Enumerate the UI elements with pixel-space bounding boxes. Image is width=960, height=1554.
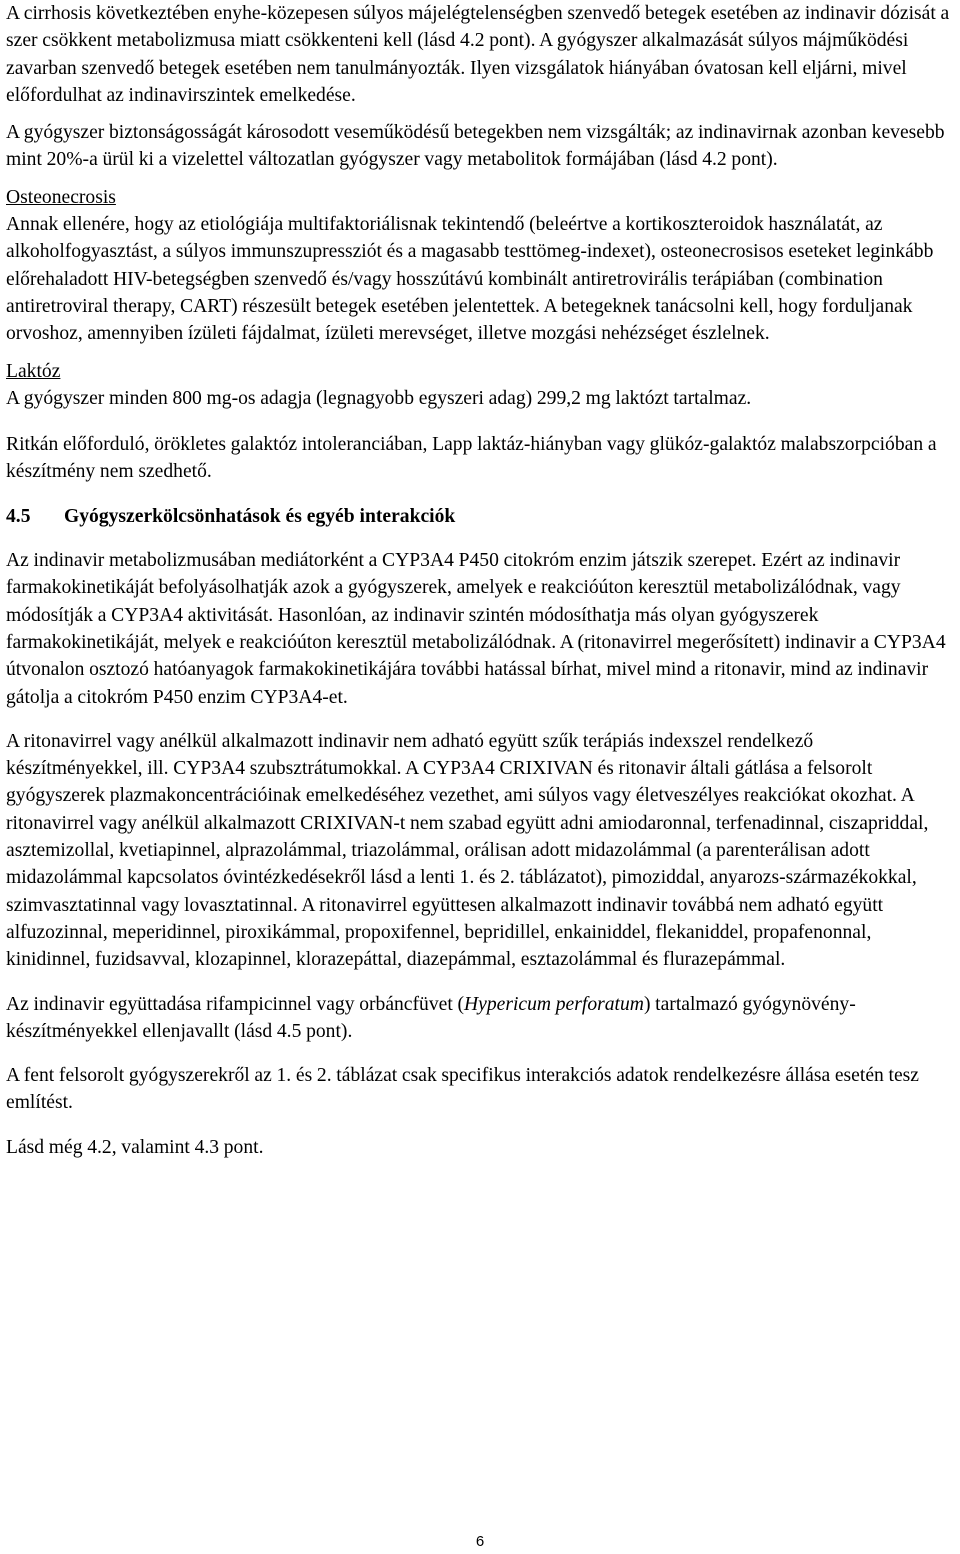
paragraph-see-also: Lásd még 4.2, valamint 4.3 pont.	[6, 1136, 264, 1158]
paragraph-rifampicin	[6, 991, 954, 1046]
paragraph-galactose: Ritkán előforduló, örökletes galaktóz intoleranciában, Lapp laktáz-hiányban vagy glükóz-galaktóz malabszorpcióban a készítmény nem szedhető.	[6, 434, 937, 483]
heading-lactose: Laktóz	[6, 360, 61, 382]
section-heading	[6, 503, 954, 530]
rifampicin-text-after: ) tartalmazó gyógynövény-készítményekkel ellenjavallt (lásd 4.5 pont).	[6, 993, 856, 1042]
paragraph-renal: A gyógyszer biztonságosságát károsodott veseműködésű betegekben nem vizsgálták; az indinavirnak azonban kevesebb mint 20%-a ürül ki a vizelettel változatlan gyógyszer vagy metabolitok formájában (lásd 4.2 pont).	[6, 122, 945, 171]
page-number: 6	[475, 1533, 485, 1550]
section-title: Gyógyszerkölcsönhatások és egyéb interakciók	[64, 505, 456, 527]
paragraph-cyp3a4: Az indinavir metabolizmusában mediátorként a CYP3A4 P450 citokróm enzim játszik szerepet. Ezért az indinavir farmakokinetikáját befolyásolhatják azok a gyógyszerek, amelyek e reakcióúton keresztül metabolizálódnak, vagy módosítják a CYP3A4 aktivitását. Hasonlóan, az indinavir szintén módosíthatja más olyan gyógyszerek farmakokinetikáját, melyek e reakcióúton keresztül metabolizálódnak. A (ritonavirrel megerősített) indinavir a CYP3A4 útvonalon osztozó hatóanyagok farmakokinetikájára további hatással bírhat, mivel mind a ritonavir, mind az indinavir gátolja a citokróm P450 enzim CYP3A4-et.	[6, 550, 946, 708]
paragraph-tables-note: A fent felsorolt gyógyszerekről az 1. és 2. táblázat csak specifikus interakciós adatok rendelkezésre állása esetén tesz említést.	[6, 1065, 919, 1114]
paragraph-ritonavir: A ritonavirrel vagy anélkül alkalmazott indinavir nem adható együtt szűk terápiás indexszel rendelkező készítményekkel, ill. CYP3A4 szubsztrátumokkal. A CYP3A4 CRIXIVAN és ritonavir általi gátlása a felsorolt gyógyszerek plazmakoncentrációinak emelkedéséhez vezethet, ami súlyos vagy életveszélyes reakciókat okozhat. A ritonavirrel vagy anélkül alkalmazott CRIXIVAN-t nem szabad együtt adni amiodaronnal, terfenadinnal, ciszapriddal, asztemizollal, kvetiapinnel, alprazolámmal, triazolámmal, orálisan adott midazolámmal (a parenterálisan adott midazolámmal kapcsolatos óvintézkedésekről lásd a lenti 1. és 2. táblázatot), pimoziddal, anyarozs-származékokkal, szimvasztatinnal vagy lovasztatinnal. A ritonavirrel együttesen alkalmazott indinavir továbbá nem adható együtt alfuzozinnal, meperidinnel, piroxikámmal, propoxifennel, bepridillel, enkainiddel, flekaniddel, propafenonnal, kinidinnel, fuzidsavval, klozapinnel, klorazepáttal, diazepámmal, esztazolámmal és flurazepámmal.	[6, 730, 929, 971]
document-page	[6, 0, 954, 1161]
paragraph-osteonecrosis: Annak ellenére, hogy az etiológiája multifaktoriálisnak tekintendő (beleértve a kortikoszteroidok használatát, az alkoholfogyasztást, a súlyos immunszupressziót és a magasabb testtömeg-indexet), osteonecrosisos eseteket leginkább előrehaladott HIV-betegségben szenvedő és/vagy hosszútávú kombinált antiretrovirális terápiában (combination antiretroviral therapy, CART) részesült betegek esetében jelentettek. A betegeknek tanácsolni kell, hogy forduljanak orvoshoz, amennyiben ízületi fájdalmat, ízületi merevséget, illetve mozgási nehézséget észlelnek.	[6, 214, 934, 345]
heading-osteonecrosis: Osteonecrosis	[6, 186, 116, 208]
paragraph-lactose: A gyógyszer minden 800 mg-os adagja (legnagyobb egyszeri adag) 299,2 mg laktózt tartalmaz.	[6, 387, 752, 409]
section-number: 4.5	[6, 505, 31, 527]
rifampicin-italic-latin-name: Hypericum perforatum	[464, 993, 644, 1015]
rifampicin-text-before: Az indinavir együttadása rifampicinnel vagy orbáncfüvet (	[6, 993, 464, 1015]
paragraph-cirrhosis: A cirrhosis következtében enyhe-közepesen súlyos májelégtelenségben szenvedő betegek esetében az indinavir dózisát a szer csökkent metabolizmusa miatt csökkenteni kell (lásd 4.2 pont). A gyógyszer alkalmazását súlyos májműködési zavarban szenvedő betegek esetében nem tanulmányozták. Ilyen vizsgálatok hiányában óvatosan kell eljárni, mivel előfordulhat az indinavirszintek emelkedése.	[6, 3, 950, 106]
